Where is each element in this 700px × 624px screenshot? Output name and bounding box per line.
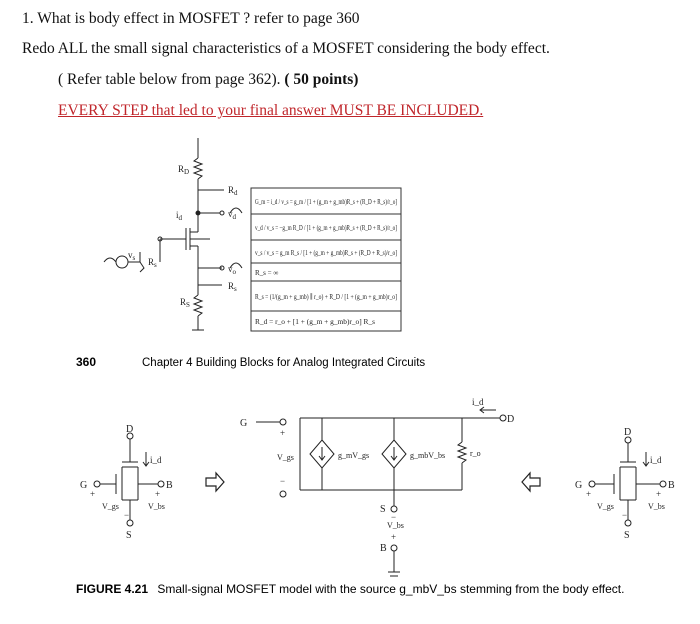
svg-text:+: +	[155, 489, 161, 499]
center-body-label: B	[380, 543, 387, 554]
svg-text:+: +	[90, 489, 96, 499]
page-number: 360	[76, 355, 97, 369]
question-line-2: Redo ALL the small signal characteristics of a MOSFET considering the body effect.	[22, 40, 550, 57]
formula-gm: G_m = i_d / v_s = g_m / [1 + (g_m + g_mb)R_s + (R_D + R_s)/r_o]	[255, 198, 397, 206]
formula-rd: R_d = r_o + [1 + (g_m + g_mb)r_o] R_s	[255, 318, 376, 326]
svg-text:+: +	[586, 489, 592, 499]
center-source-label: S	[380, 504, 386, 515]
center-drain-label: D	[507, 414, 515, 425]
label-rs: $R_s$	[148, 257, 157, 269]
common-source-degenerated-circuit	[104, 138, 242, 330]
small-signal-model	[256, 407, 506, 576]
formula-rin: R_s = ∞	[255, 269, 279, 277]
left-drain-label: D	[126, 424, 134, 435]
svg-text:+: +	[280, 428, 286, 438]
right-body-label: B	[668, 480, 675, 491]
arrow-right-icon	[206, 473, 224, 491]
svg-text:−: −	[124, 510, 130, 520]
left-gate-label: G	[80, 480, 88, 491]
right-gate-label: G	[575, 480, 583, 491]
right-mosfet-symbol	[589, 437, 666, 526]
figure-caption: Small-signal MOSFET model with the source g_mbV_bs stemming from the body effect.	[157, 582, 625, 596]
label-vd: $v_d$	[228, 209, 236, 221]
right-drain-label: D	[624, 427, 632, 438]
svg-text:+: +	[656, 489, 662, 499]
gmb-source-label: g_mbV_bs	[410, 451, 446, 460]
question-line-1: 1. What is body effect in MOSFET ? refer to page 360	[22, 10, 360, 27]
left-source-label: S	[126, 530, 132, 541]
svg-text:−: −	[622, 510, 628, 520]
right-source-label: S	[624, 530, 630, 541]
center-vbs-label: V_bs	[387, 521, 404, 530]
left-body-label: B	[166, 480, 173, 491]
left-mosfet-symbol	[94, 433, 164, 526]
svg-text:FIGURE 4.21 Small-signal M	[76, 582, 624, 596]
left-vgs-label: V_gs	[102, 502, 119, 511]
label-rs-small: $R_s$	[228, 281, 237, 293]
left-id-label: i_d	[150, 455, 162, 465]
gm-source-label: g_mV_gs	[338, 451, 370, 460]
chapter-title: Chapter 4 Building Blocks for Analog Integrated Circuits	[142, 357, 426, 369]
svg-text:+: +	[391, 532, 397, 542]
left-vbs-label: V_bs	[148, 502, 165, 511]
points-label: ( 50 points)	[284, 71, 359, 88]
right-id-label: i_d	[650, 455, 662, 465]
label-rs-big: $R_S$	[180, 297, 190, 309]
formula-gain-vd: v_d / v_s = −g_m R_D / [1 + (g_m + g_mb)R_s + (R_D + R_s)/r_o]	[255, 224, 397, 232]
label-rd: $R_D$	[178, 164, 190, 176]
formula-table	[251, 188, 401, 331]
label-vo: $v_o$	[228, 264, 236, 276]
question-line-3	[58, 71, 358, 89]
center-gate-label: G	[240, 418, 248, 429]
center-vgs-label: V_gs	[277, 453, 294, 462]
formula-rs: R_s = (1/(g_m + g_mb) ∥ r_o) + R_D / [1 + (g_m + g_mb)r_o]	[255, 293, 397, 301]
center-id-label: i_d	[472, 397, 484, 407]
label-vs: $v_s$	[128, 250, 136, 262]
right-vbs-label: V_bs	[648, 502, 665, 511]
instruction-warning: EVERY STEP that led to your final answer MUST BE INCLUDED.	[58, 102, 484, 119]
label-rd-small: $R_d$	[228, 185, 238, 197]
ro-label: r_o	[470, 449, 481, 458]
formula-gain-vs: v_s / v_s = g_m R_s / [1 + (g_m + g_mb)R_s + (R_D + R_s)/r_o]	[255, 249, 397, 257]
label-id: $i_d$	[176, 210, 183, 222]
svg-text:−: −	[280, 476, 286, 486]
figure-label: FIGURE 4.21	[76, 582, 149, 596]
table-reference: ( Refer table below from page 362).	[58, 71, 281, 88]
svg-text:−: −	[391, 512, 397, 522]
right-vgs-label: V_gs	[597, 502, 614, 511]
arrow-left-icon	[522, 473, 540, 491]
